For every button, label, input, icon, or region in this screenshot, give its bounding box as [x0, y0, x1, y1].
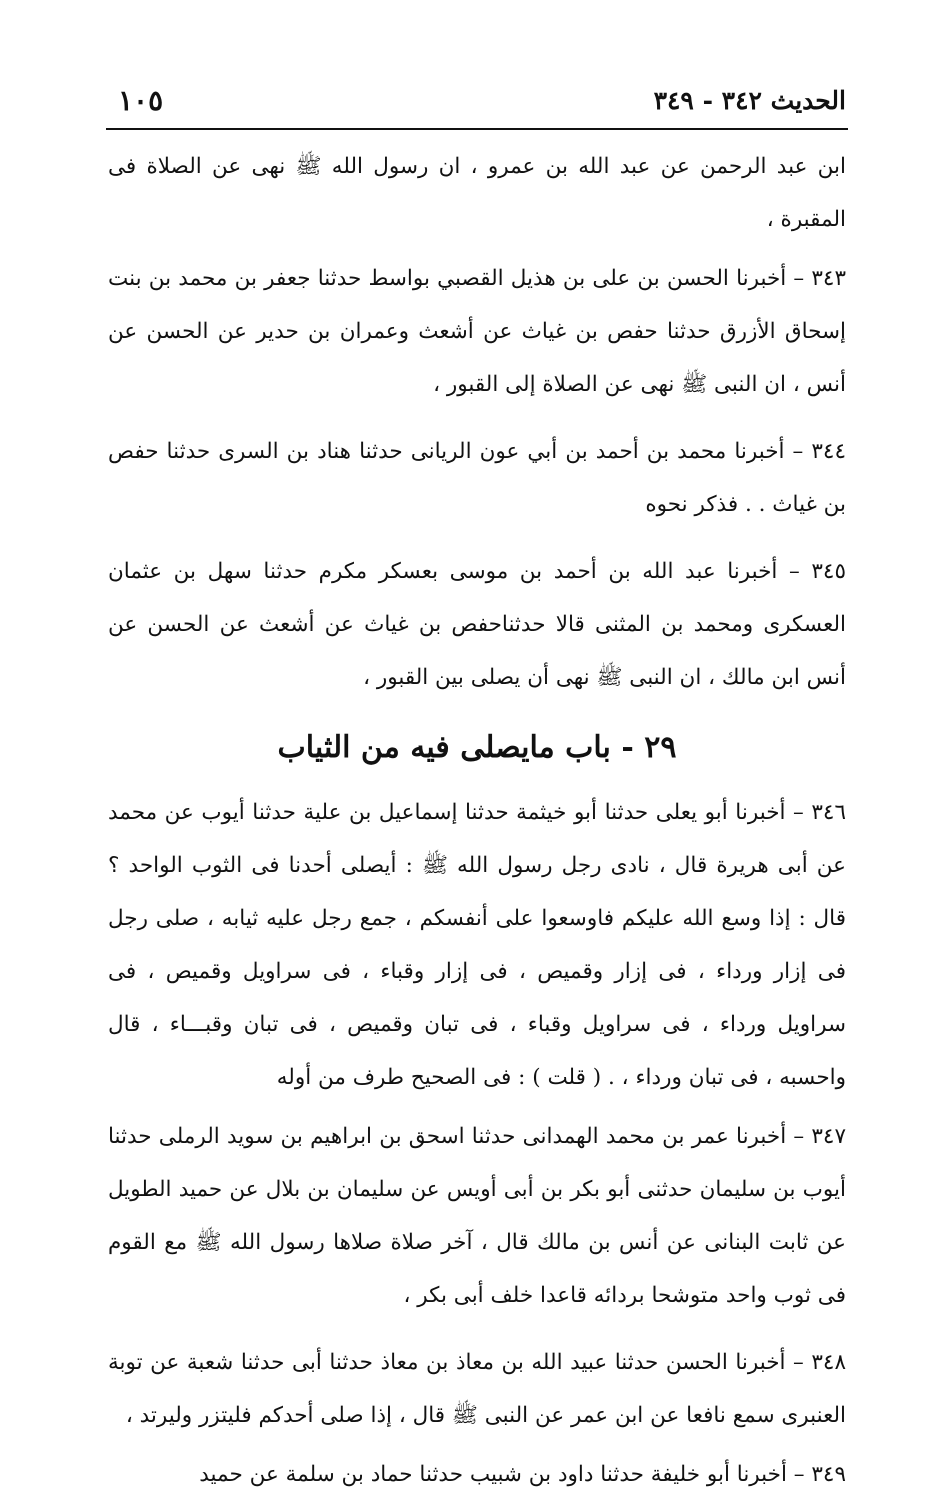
hadith-348: ٣٤٨ – أخبرنا الحسن حدثنا عبيد الله بن معاذ بن معاذ حدثنا أبى حدثنا شعبة عن توبة العنبرى سمع نافعا عن ابن عمر عن النبى ﷺ قال ، إذا صلى أحدكم فليتزر وليرتد ،	[108, 1350, 846, 1428]
hadith-346: ٣٤٦ – أخبرنا أبو يعلى حدثنا أبو خيثمة حدثنا إسماعيل بن علية حدثنا أيوب عن محمد عن أبى هريرة قال ، نادى رجل رسول الله ﷺ : أيصلى أحدنا فى الثوب الواحد ؟ قال : إذا وسع الله عليكم فاوسعوا على أنفسكم ، جمع رجل عليه ثيابه ، صلى رجل فى إزار ورداء ، فى إزار وقميص ، فى إزار وقباء ، فى سراويل وقميص ، فى سراويل ورداء ، فى سراويل وقباء ، فى تبان وقميص ، فى تبان وقبـــاء ، قال واحسبه ، فى تبان ورداء ، . ( قلت ) : فى الصحيح طرف من أوله	[108, 800, 846, 1090]
header-rule	[106, 128, 848, 130]
hadith-349: ٣٤٩ – أخبرنا أبو خليفة حدثنا داود بن شبيب حدثنا حماد بن سلمة عن حميد	[199, 1462, 846, 1487]
page-header	[118, 84, 846, 124]
page-number: ١٠٥	[118, 84, 164, 117]
running-title: الحديث ٣٤٢ - ٣٤٩	[653, 86, 846, 115]
hadith-344: ٣٤٤ – أخبرنا محمد بن أحمد بن أبي عون الريانى حدثنا هناد بن السرى حدثنا حفص بن غياث . . فذكر نحوه	[108, 439, 846, 517]
hadith-347: ٣٤٧ – أخبرنا عمر بن محمد الهمدانى حدثنا اسحق بن ابراهيم بن سويد الرملى حدثنا أيوب بن سليمان حدثنى أبو بكر بن أبى أويس عن سليمان بن بلال عن حميد الطويل عن ثابت البنانى عن أنس بن مالك قال ، آخر صلاة صلاها رسول الله ﷺ مع القوم فى ثوب واحد متوشحا بردائه قاعدا خلف أبى بكر ،	[108, 1124, 846, 1308]
hadith-343: ٣٤٣ – أخبرنا الحسن بن على بن هذيل القصبي بواسط حدثنا جعفر بن محمد بن بنت إسحاق الأزرق حدثنا حفص بن غياث عن أشعث وعمران بن حدير عن الحسن عن أنس ، ان النبى ﷺ نهى عن الصلاة إلى القبور ،	[108, 266, 846, 397]
chapter-heading: ٢٩ - باب مايصلى فيه من الثياب	[277, 730, 677, 765]
hadith-345: ٣٤٥ – أخبرنا عبد الله بن أحمد بن موسى بعسكر مكرم حدثنا سهل بن عثمان العسكرى ومحمد بن المثنى قالا حدثناحفص بن غياث عن أشعث عن الحسن عن أنس ابن مالك ، ان النبى ﷺ نهى أن يصلى بين القبور ،	[108, 559, 846, 690]
page-body	[108, 140, 846, 1501]
hadith-342-continuation: ابن عبد الرحمن عن عبد الله بن عمرو ، ان رسول الله ﷺ نهى عن الصلاة فى المقبرة ،	[108, 154, 846, 232]
